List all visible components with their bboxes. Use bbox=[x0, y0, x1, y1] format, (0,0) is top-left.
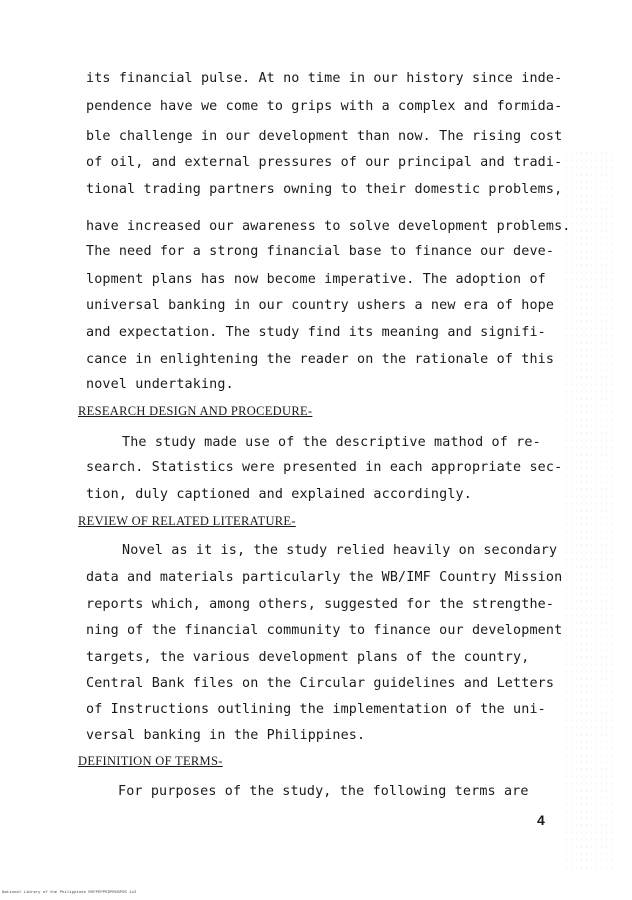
text-line: tional trading partners owning to their domestic problems, bbox=[86, 182, 563, 197]
text-line: targets, the various development plans of the country, bbox=[86, 650, 530, 665]
text-line: search. Statistics were presented in each appropriate sec- bbox=[86, 460, 563, 475]
text-line: versal banking in the Philippines. bbox=[86, 728, 366, 743]
text-line: ning of the financial community to finance our development bbox=[86, 623, 563, 638]
text-line: Novel as it is, the study relied heavily on secondary bbox=[122, 543, 558, 558]
text-line: cance in enlightening the reader on the rationale of this bbox=[86, 352, 555, 367]
section-heading-review: REVIEW OF RELATED LITERATURE- bbox=[78, 514, 296, 528]
text-line: novel undertaking. bbox=[86, 377, 234, 392]
section-heading-research: RESEARCH DESIGN AND PROCEDURE- bbox=[78, 404, 313, 418]
scan-footer: National Library of the Philippines RUFPEPPEDPRCBPOS 112 bbox=[2, 891, 137, 895]
text-line: The need for a strong financial base to finance our deve- bbox=[86, 244, 555, 259]
text-line: universal banking in our country ushers a new era of hope bbox=[86, 298, 555, 313]
text-line: For purposes of the study, the following terms are bbox=[118, 784, 529, 799]
text-line: pendence have we come to grips with a complex and formida- bbox=[86, 99, 563, 114]
text-line: its financial pulse. At no time in our history since inde- bbox=[86, 71, 563, 86]
text-line: of oil, and external pressures of our principal and tradi- bbox=[86, 155, 563, 170]
text-line: of Instructions outlining the implementation of the uni- bbox=[86, 702, 546, 717]
text-line: ble challenge in our development than now. The rising cost bbox=[86, 129, 563, 144]
section-heading-definition: DEFINITION OF TERMS- bbox=[78, 754, 223, 768]
page-number: 4 bbox=[537, 812, 545, 828]
text-line: The study made use of the descriptive mathod of re- bbox=[122, 435, 541, 450]
text-line: lopment plans has now become imperative. The adoption of bbox=[86, 272, 546, 287]
text-line: data and materials particularly the WB/IMF Country Mission bbox=[86, 570, 563, 585]
text-line: and expectation. The study find its meaning and signifi- bbox=[86, 325, 546, 340]
text-line: reports which, among others, suggested for the strengthe- bbox=[86, 597, 555, 612]
text-line: Central Bank files on the Circular guidelines and Letters bbox=[86, 676, 555, 691]
text-line: tion, duly captioned and explained accordingly. bbox=[86, 487, 472, 502]
text-line: have increased our awareness to solve development problems. bbox=[86, 219, 571, 234]
